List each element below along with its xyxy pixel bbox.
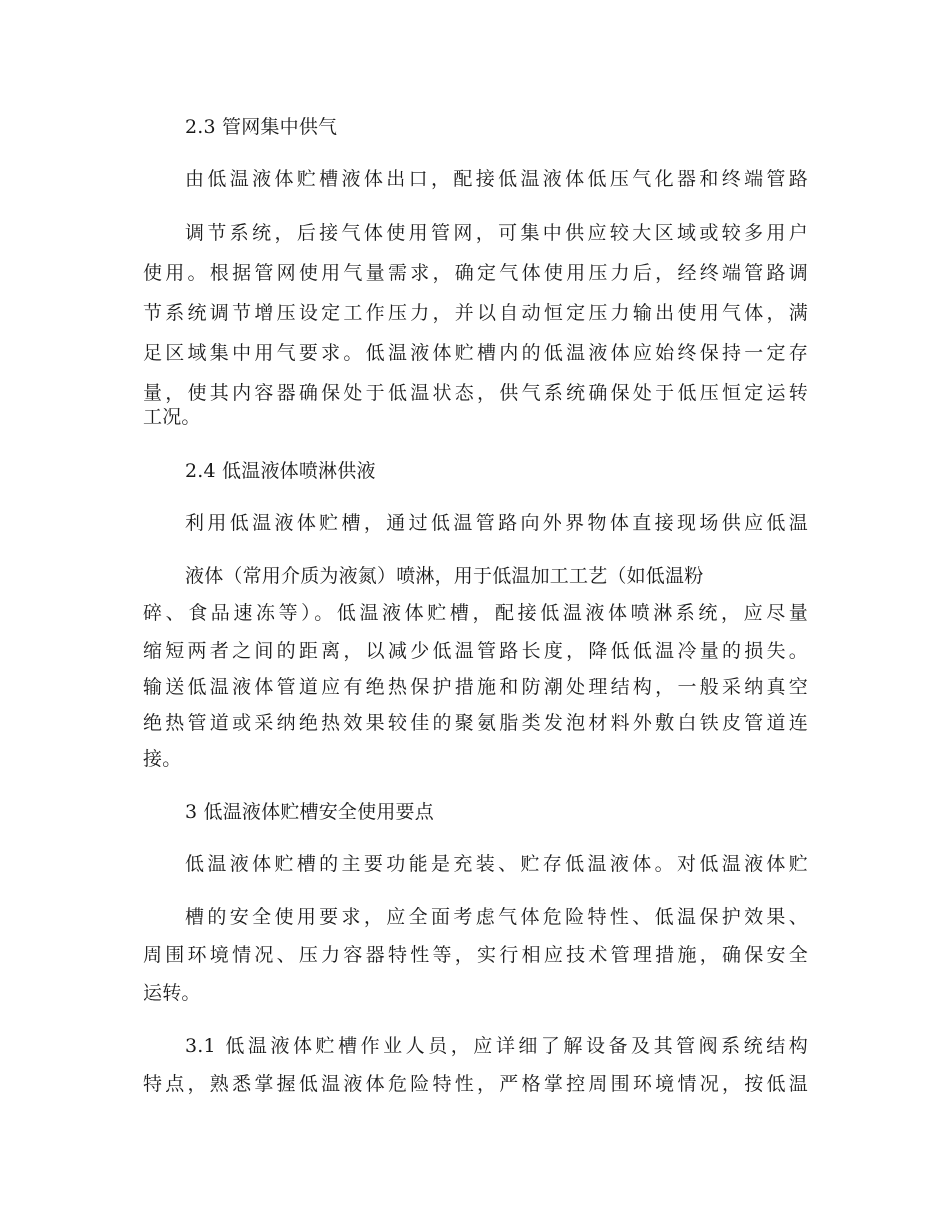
paragraph-line: 利用低温液体贮槽，通过低温管路向外界物体直接现场供应低温 (185, 512, 808, 534)
paragraph-line: 节系统调节增压设定工作压力，并以自动恒定压力输出使用气体，满 (143, 302, 808, 324)
paragraph-line: 特点，熟悉掌握低温液体危险特性，严格掌控周围环境情况，按低温 (143, 1073, 808, 1095)
paragraph-line: 碎、食品速冻等）。低温液体贮槽，配接低温液体喷淋系统，应尽量 (143, 602, 808, 624)
paragraph-line: 周围环境情况、压力容器特性等，实行相应技术管理措施，确保安全 (143, 944, 808, 966)
paragraph-line: 输送低温液体管道应有绝热保护措施和防潮处理结构，一般采纳真空 (143, 676, 808, 698)
paragraph-line: 量，使其内容器确保处于低温状态，供气系统确保处于低压恒定运转 (143, 382, 808, 404)
paragraph-line: 足区域集中用气要求。低温液体贮槽内的低温液体应始终保持一定存 (143, 342, 808, 364)
paragraph-line: 低温液体贮槽的主要功能是充装、贮存低温液体。对低温液体贮 (185, 853, 808, 875)
paragraph-line: 液体（常用介质为液氮）喷淋，用于低温加工工艺（如低温粉 (185, 565, 704, 587)
paragraph-line: 由低温液体贮槽液体出口，配接低温液体低压气化器和终端管路 (185, 168, 808, 190)
heading-2-3: 2.3 管网集中供气 (185, 116, 338, 138)
paragraph-line: 3.1 低温液体贮槽作业人员，应详细了解设备及其管阀系统结构 (185, 1035, 808, 1057)
paragraph-line: 槽的安全使用要求，应全面考虑气体危险特性、低温保护效果、 (185, 906, 808, 928)
paragraph-line: 使用。根据管网使用气量需求，确定气体使用压力后，经终端管路调 (143, 262, 808, 284)
paragraph-line: 调节系统，后接气体使用管网，可集中供应较大区域或较多用户 (185, 222, 808, 244)
paragraph-line: 接。 (143, 748, 182, 770)
paragraph-line: 绝热管道或采纳绝热效果较佳的聚氨脂类发泡材料外敷白铁皮管道连 (143, 712, 808, 734)
heading-2-4: 2.4 低温液体喷淋供液 (185, 460, 376, 482)
heading-3: 3 低温液体贮槽安全使用要点 (185, 801, 434, 823)
paragraph-line: 缩短两者之间的距离，以减少低温管路长度，降低低温冷量的损失。 (143, 640, 808, 662)
paragraph-line: 工况。 (143, 406, 201, 428)
paragraph-line: 运转。 (143, 982, 201, 1004)
